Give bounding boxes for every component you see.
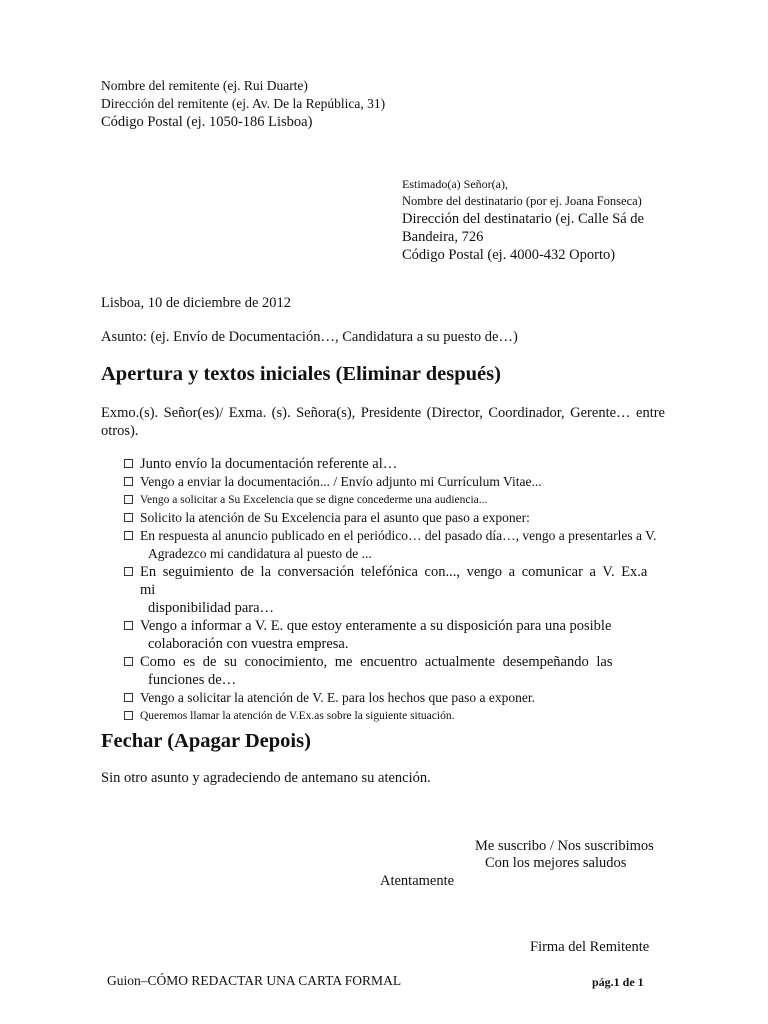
- recipient-postal: Código Postal (ej. 4000-432 Oporto): [402, 247, 616, 263]
- recipient-block: [402, 176, 702, 264]
- salutation-paragraph: Exmo.(s). Señor(es)/ Exma. (s). Señora(s), Presidente (Director, Coordinador, Gerente… entre otros).: [101, 405, 665, 439]
- checkbox-icon: [124, 567, 133, 576]
- list-item: Vengo a solicitar la atención de V. E. para los hechos que paso a exponer.: [124, 689, 667, 707]
- checkbox-icon: [124, 531, 133, 540]
- closing-text: Sin otro asunto y agradeciendo de antemano su atención.: [101, 770, 431, 786]
- signoff-line-3: Atentamente: [380, 873, 455, 889]
- list-item: Vengo a solicitar a Su Excelencia que se digne concederme una audiencia...: [124, 491, 667, 509]
- checkbox-icon: [124, 477, 133, 486]
- list-item: Como es de su conocimiento, me encuentro actualmente desempeñando las funciones de…: [124, 653, 667, 689]
- list-item: Queremos llamar la atención de V.Ex.as sobre la siguiente situación.: [124, 707, 667, 725]
- sender-postal: Código Postal (ej. 1050-186 Lisboa): [101, 114, 313, 130]
- checkbox-icon: [124, 711, 133, 720]
- signoff-line-2: Con los mejores saludos: [485, 855, 627, 871]
- list-item: Vengo a enviar la documentación... / Envío adjunto mi Currículum Vitae...: [124, 473, 667, 491]
- list-item: En respuesta al anuncio publicado en el periódico… del pasado día…, vengo a presentarles a V. Agradezco mi candidatura al puesto de ...: [124, 527, 667, 563]
- sender-block: [101, 77, 385, 131]
- page-number: pág.1 de 1: [592, 975, 644, 989]
- section-heading-closing: Fechar (Apagar Depois): [101, 730, 311, 752]
- recipient-greeting: Estimado(a) Señor(a),: [402, 177, 508, 191]
- checkbox-icon: [124, 513, 133, 522]
- footer-title: Guion–CÓMO REDACTAR UNA CARTA FORMAL: [107, 973, 402, 988]
- list-item: Solicito la atención de Su Excelencia para el asunto que paso a exponer:: [124, 509, 667, 527]
- checkbox-icon: [124, 621, 133, 630]
- subject-line: Asunto: (ej. Envío de Documentación…, Candidatura a su puesto de…): [101, 329, 518, 345]
- recipient-address: Dirección del destinatario (ej. Calle Sá de Bandeira, 726: [402, 211, 644, 245]
- sender-address: Dirección del remitente (ej. Av. De la República, 31): [101, 96, 386, 111]
- list-item: En seguimiento de la conversación telefónica con..., vengo a comunicar a V. Ex.a mi disponibilidad para…: [124, 563, 667, 617]
- checkbox-icon: [124, 495, 133, 504]
- checkbox-icon: [124, 657, 133, 666]
- checkbox-icon: [124, 693, 133, 702]
- recipient-name: Nombre del destinatario (por ej. Joana Fonseca): [402, 194, 642, 208]
- date-line: Lisboa, 10 de diciembre de 2012: [101, 295, 292, 311]
- checkbox-icon: [124, 459, 133, 468]
- signature-label: Firma del Remitente: [530, 939, 650, 955]
- list-item: Junto envío la documentación referente al…: [124, 455, 667, 473]
- signoff-line-1: Me suscribo / Nos suscribimos: [475, 838, 654, 854]
- opening-phrases-list: [124, 455, 667, 725]
- section-heading-opening: Apertura y textos iniciales (Eliminar después): [101, 363, 501, 385]
- list-item: Vengo a informar a V. E. que estoy enteramente a su disposición para una posible colaboración con vuestra empresa.: [124, 617, 667, 653]
- sender-name: Nombre del remitente (ej. Rui Duarte): [101, 78, 308, 93]
